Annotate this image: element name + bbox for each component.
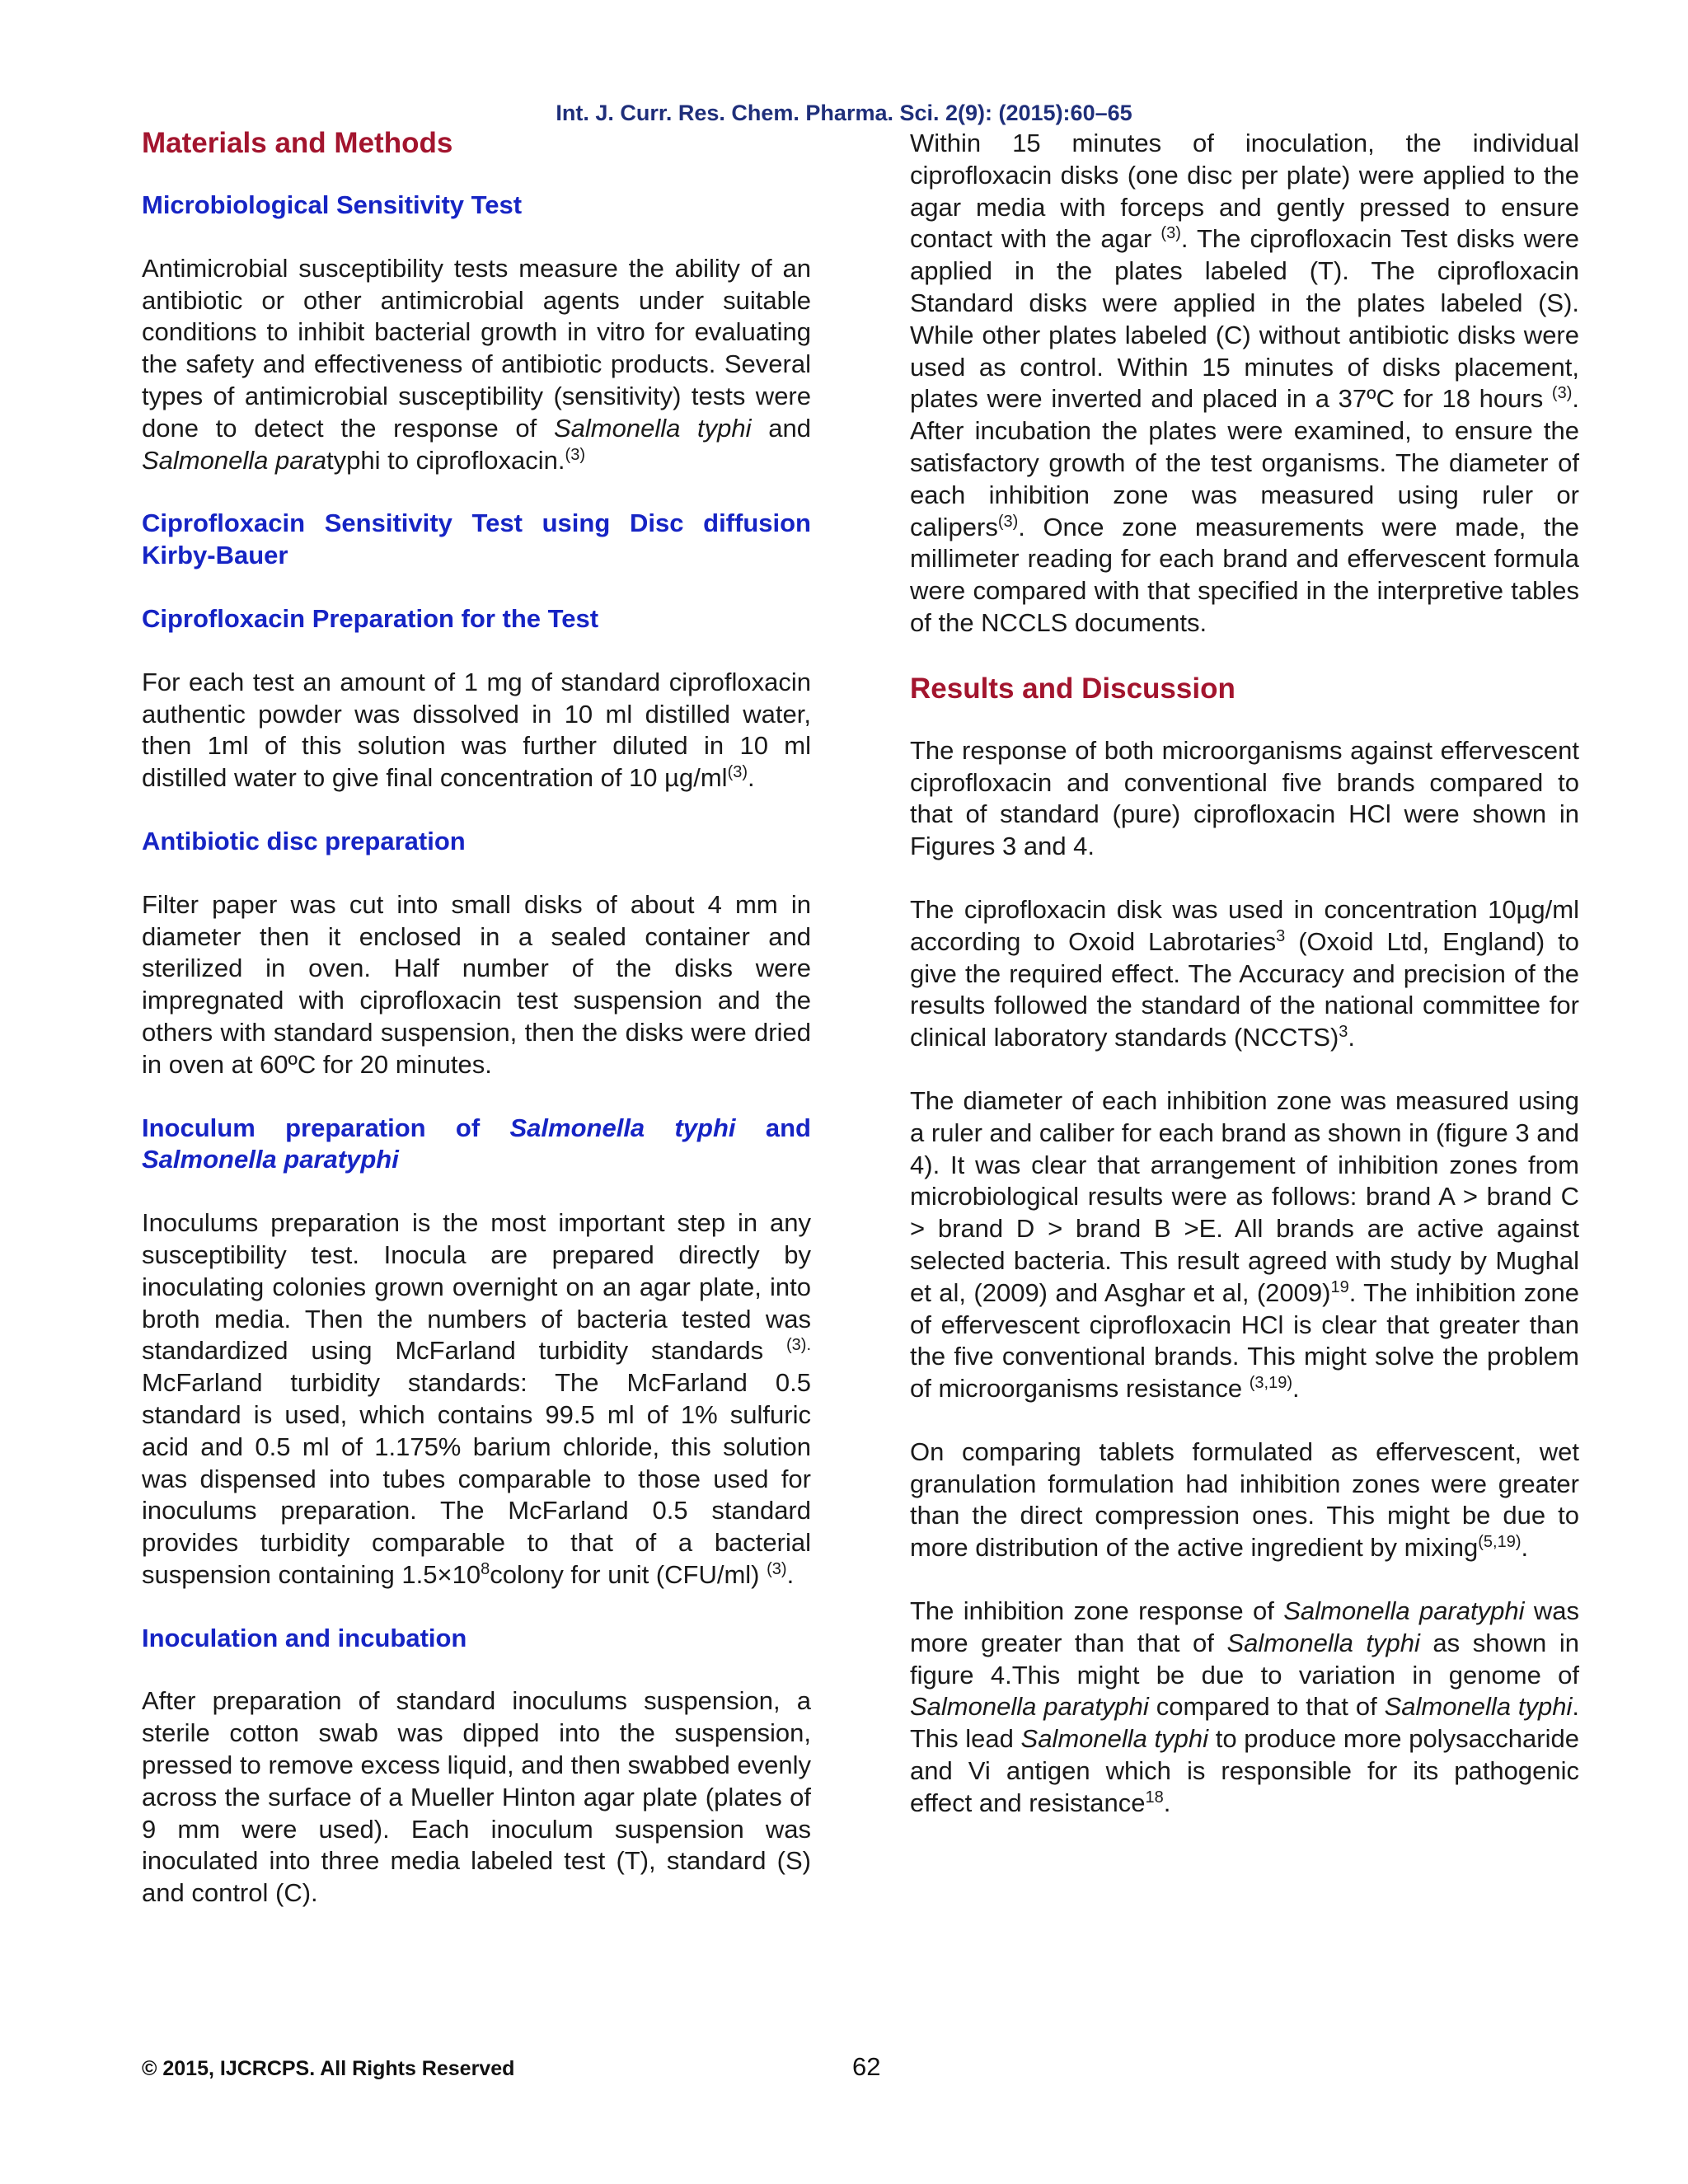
- journal-header: Int. J. Curr. Res. Chem. Pharma. Sci. 2(9): (2015):60–65: [556, 101, 1132, 125]
- disc-preparation-heading: Antibiotic disc preparation: [142, 826, 466, 855]
- disk-application-paragraph: Within 15 minutes of inoculation, the individual ciprofloxacin disks (one disc per plate) were applied to the agar media with forceps and gently pressed to ensure contact with the agar $^{(3)}$. The ciprofloxacin Test disks were applied in the plates labeled (T). The ciprofloxacin Standard disks were applied in the plates labeled (S). While other plates labeled (C) without antibiotic disks were used as control. Within 15 minutes of disks placement, plates were inverted and placed in a 37ºC for 18 hours $^{(3)}$. After incubation the plates were examined, to ensure the satisfactory growth of the test organisms. The diameter of each inhibition zone was measured using ruler or calipers$^{(3)}$. Once zone measurements were made, the millimeter reading for each brand and effervescent formula were compared with that specified in the interpretive tables of the NCCLS documents.: [910, 129, 1580, 637]
- disk-concentration-paragraph: The ciprofloxacin disk was used in concentration 10µg/ml according to Oxoid Labrotaries$^3$ (Oxoid Ltd, England) to give the required effect. The Accuracy and precision of the results followed the standard of the national committee for clinical laboratory standards (NCCTS)$^3$.: [910, 894, 1579, 1052]
- disc-preparation-paragraph: Filter paper was cut into small disks of about 4 mm in diameter then it enclosed in a sealed container and sterilized in oven. Half number of the disks were impregnated with ciprofloxacin test suspension and the others with standard suspension, then the disks were dried in oven at 60ºC for 20 minutes.: [142, 889, 811, 1079]
- inoculation-incubation-heading: Inoculation and incubation: [142, 1623, 467, 1652]
- inoculum-preparation-paragraph: Inoculums preparation is the most important step in any susceptibility test. Inocula are prepared directly by inoculating colonies grown overnight on an agar plate, into broth media. Then the numbers of bacteria tested was standardized using McFarland turbidity standards $^{(3).}$ McFarland turbidity standards: The McFarland 0.5 standard is used, which contains 99.5 ml of 1% sulfuric acid and 0.5 ml of 1.175% barium chloride, this solution was dispensed into tubes comparable to those used for inoculums preparation. The McFarland 0.5 standard provides turbidity comparable to that of a bacterial suspension containing $1.5\times 10^8colony$ for unit (CFU/ml) $^{(3)}$.: [142, 1208, 811, 1589]
- page-number: 62: [852, 2052, 881, 2081]
- formulation-comparison-paragraph: On comparing tablets formulated as effervescent, wet granulation formulation had inhibition zones were greater than the direct compression ones. This might be due to more distribution of the active ingredient by mixing$^{(5,19)}$.: [910, 1436, 1579, 1563]
- disc-diffusion-heading: Ciprofloxacin Sensitivity Test using Disc diffusion Kirby-Bauer: [142, 509, 811, 570]
- inoculum-preparation-heading: Inoculum preparation of Salmonella typhi and Salmonella paratyphi: [142, 1113, 811, 1174]
- cipro-preparation-heading: Ciprofloxacin Preparation for the Test: [142, 603, 599, 633]
- copyright-footer: © 2015, IJCRCPS. All Rights Reserved: [142, 2057, 515, 2080]
- paratyphi-response-paragraph: The inhibition zone response of Salmonella paratyphi was more greater than that of Salmonella typhi as shown in figure 4.This might be due to variation in genome of Salmonella paratyphi compared to that of Salmonella typhi. This lead Salmonella typhi to produce more polysaccharide and Vi antigen which is responsible for its pathogenic effect and resistance$^{18}$.: [910, 1596, 1579, 1817]
- inoculation-incubation-paragraph: After preparation of standard inoculums suspension, a sterile cotton swab was dipped into the suspension, pressed to remove excess liquid, and then swabbed evenly across the surface of a Mueller Hinton agar plate (plates of 9 mm were used). Each inoculum suspension was inoculated into three media labeled test (T), standard (S) and control (C).: [142, 1686, 811, 1908]
- inhibition-zone-paragraph: The diameter of each inhibition zone was measured using a ruler and caliber for each brand as shown in (figure 3 and 4). It was clear that arrangement of inhibition zones from microbiological results were as follows: brand A > brand C > brand D > brand B >E. All brands are active against selected bacteria. This result agreed with study by Mughal et al, (2009) and Asghar et al, $(2009)^{19}$. The inhibition zone of effervescent ciprofloxacin HCl is clear that greater than the five conventional brands. This might solve the problem of microorganisms resistance $^{(3,19)}$.: [910, 1085, 1579, 1404]
- left-column: [142, 125, 811, 1910]
- right-column: [910, 128, 1579, 1820]
- results-discussion-heading: Results and Discussion: [910, 672, 1236, 705]
- response-paragraph: The response of both microorganisms against effervescent ciprofloxacin and conventional five brands compared to that of standard (pure) ciprofloxacin HCl were shown in Figures 3 and 4.: [910, 735, 1579, 861]
- micro-sensitivity-heading: Microbiological Sensitivity Test: [142, 190, 523, 219]
- micro-sensitivity-paragraph: Antimicrobial susceptibility tests measure the ability of an antibiotic or other antimicrobial agents under suitable conditions to inhibit bacterial growth in vitro for evaluating the safety and effectiveness of antibiotic products. Several types of antimicrobial susceptibility (sensitivity) tests were done to detect the response of Salmonella typhi and Salmonella paratyphi to ciprofloxacin.$^{(3)}$: [142, 253, 811, 475]
- cipro-preparation-paragraph: For each test an amount of 1 mg of standard ciprofloxacin authentic powder was dissolved in 10 ml distilled water, then 1ml of this solution was further diluted in 10 ml distilled water to give final concentration of 10 $\mu g/ml^{(3)}$.: [142, 667, 811, 793]
- materials-methods-heading: Materials and Methods: [142, 127, 453, 159]
